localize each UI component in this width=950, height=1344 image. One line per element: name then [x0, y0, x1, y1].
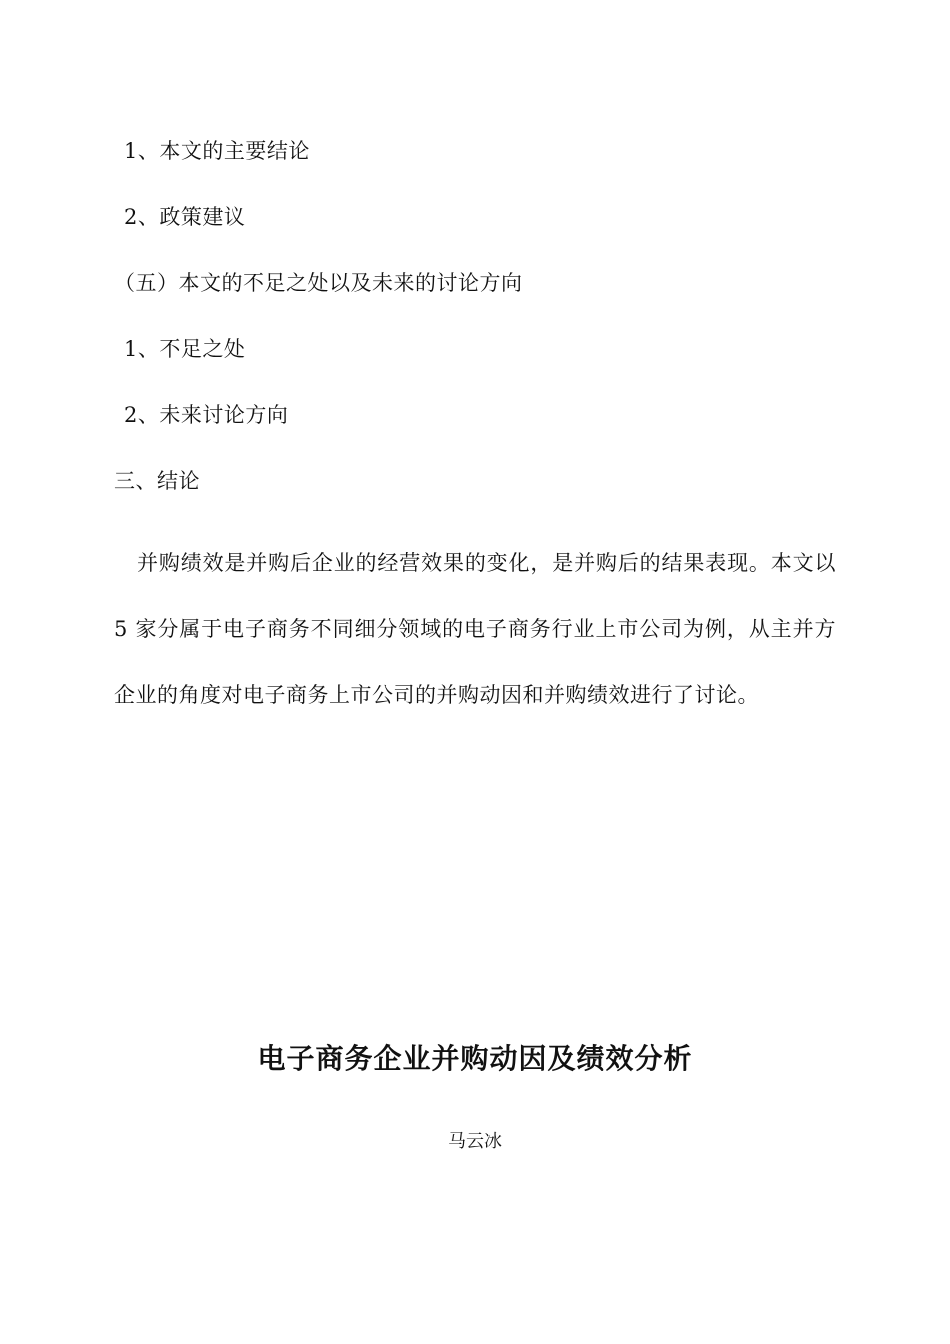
outline-item-main-conclusions: 1、本文的主要结论: [124, 139, 310, 163]
conclusion-paragraph: 并购绩效是并购后企业的经营效果的变化，是并购后的结果表现。本文以 5 家分属于电子商务不同细分领域的电子商务行业上市公司为例，从主并方企业的角度对电子商务上市公司的并购动因和并购绩效进行了讨论。: [114, 551, 836, 707]
outline-item-limitations: 1、不足之处: [124, 337, 246, 361]
section-heading-conclusion: 三、结论: [114, 469, 200, 493]
outline-item-future-directions: 2、未来讨论方向: [124, 403, 289, 427]
article-title: 电子商务企业并购动因及绩效分析: [257, 1042, 693, 1075]
outline-item-policy-suggestions: 2、政策建议: [124, 205, 246, 229]
outline-section-limitations: （五）本文的不足之处以及未来的讨论方向: [114, 271, 523, 295]
article-author: 马云冰: [448, 1131, 502, 1152]
